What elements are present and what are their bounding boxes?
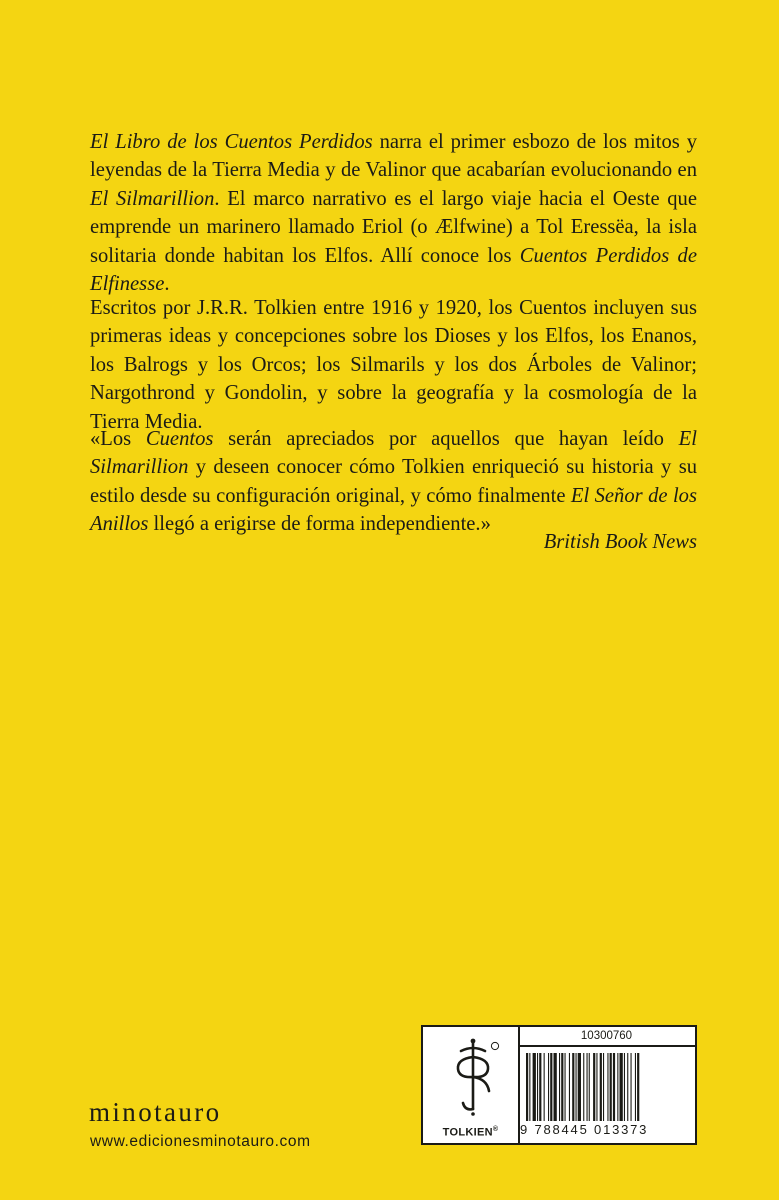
tolkien-wordmark [423,1126,518,1139]
book-title-ref: El Silmarillion [90,187,215,210]
book-title-ref: Cuentos Perdidos de Elfinesse [90,244,697,296]
blurb-paragraph-2: Escritos por J.R.R. Tolkien entre 1916 y 1920, los Cuentos incluyen sus primeras ideas y concepciones sobre los Dioses y los Elfos, los Enanos, los Balrogs y los Orcos; los Silmarils y los dos Árboles de Valinor; Nargothrond y Gondolin, y sobre la geografía y la cosmología de la Tierra Media. [90,297,697,433]
quote-text: y deseen conocer cómo Tolkien enriqueció su historia y su estilo desde su configuración original, y cómo finalmente [90,456,697,507]
barcode-label [421,1025,697,1145]
blurb-paragraph-1 [90,128,697,298]
book-title-ref: Cuentos [145,428,214,450]
registered-mark: ® [492,1126,499,1134]
book-title-ref: El Señor de los Anillos [90,484,697,536]
tolkien-logo-cell [423,1027,520,1143]
quote-attribution: British Book News [543,531,697,553]
tolkien-wordmark-text: TOLKIEN [442,1127,493,1139]
book-title-ref: El Libro de los Cuentos Perdidos [90,131,373,153]
quote-text: «Los [90,428,146,450]
barcode-icon [526,1053,690,1121]
book-title-ref: El Silmarillion [90,428,697,479]
publisher-website: www.edicionesminotauro.com [90,1133,311,1150]
blurb-text: . [164,273,170,296]
product-code: 10300760 [518,1027,695,1047]
tolkien-monogram-icon [443,1037,503,1117]
quote-text: serán apreciados por aquellos que hayan leído [213,428,679,450]
blurb-text: narra el primer esbozo de los mitos y leyendas de la Tierra Media y de Valinor que acabarían evolucionando en [90,131,697,182]
publisher-logo: minotauro [89,1097,222,1127]
quote-text: llegó a erigirse de forma independiente.» [148,513,491,536]
blurb-text: . El marco narrativo es el largo viaje hacia el Oeste que emprende un marinero llamado Eriol (o Ælfwine) a Tol Eressëa, la isla solitaria donde habitan los Elfos. Allí conoce los [90,187,697,267]
isbn-number: 9 788445 013373 [520,1122,649,1137]
blurb-quote [90,425,697,539]
